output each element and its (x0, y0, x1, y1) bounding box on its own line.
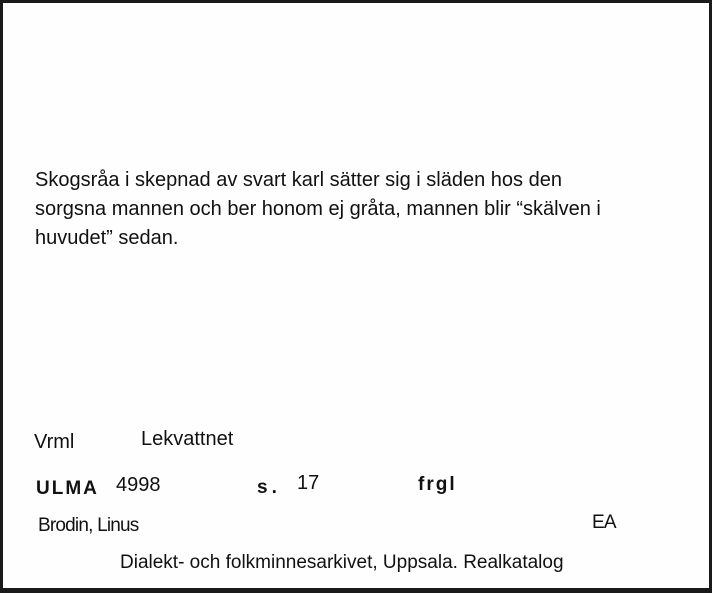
summary-line: huvudet” sedan. (35, 227, 179, 249)
parish-label: Lekvattnet (141, 428, 234, 450)
summary-line: sorgsna mannen och ber honom ej gråta, mannen blir “skälven i (35, 198, 601, 220)
category-code: frgl (418, 474, 457, 495)
collector-initials: EA (592, 512, 616, 533)
summary-line: Skogsråa i skepnad av svart karl sätter sig i släden hos den (35, 169, 562, 191)
record-summary (35, 166, 685, 253)
page-number: 17 (297, 472, 320, 494)
informant-name: Brodin, Linus (38, 515, 139, 536)
institution-footer: Dialekt- och folkminnesarkivet, Uppsala. Realkatalog (120, 552, 564, 573)
record-number: 4998 (116, 474, 161, 496)
archive-code: ULMA (36, 478, 99, 499)
page-label: s. (257, 477, 281, 498)
province-label: Vrml (34, 431, 75, 453)
